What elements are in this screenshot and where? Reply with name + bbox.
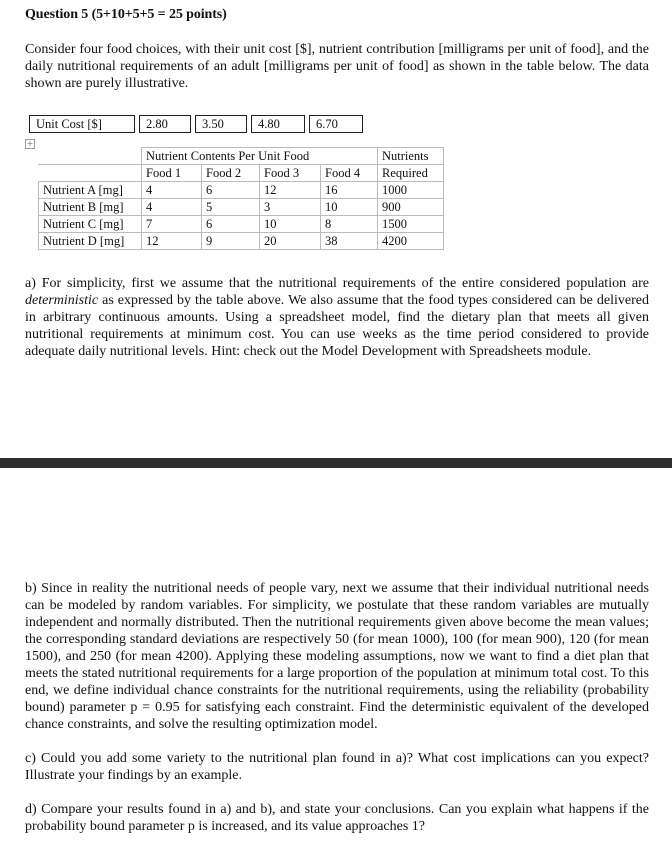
part-b-paragraph: b) Since in reality the nutritional needs of people vary, next we assume that their individual nutritional needs can be modeled by random variables. For simplicity, we postulate that these random variables are mutually independent and normally distributed. Then the nutritional requirements given above become the mean values; the corresponding standard deviations are respectively 50 (for mean 1000), 100 (for mean 900), 120 (for mean 1500), and 250 (for mean 4200). Applying these modeling assumptions, now we want to find a diet plan that meets the stated nutritional requirements for a large proportion of the population at minimum total cost. To this end, we define individual chance constraints for the nutritional requirements, using the reliability (probability bound) parameter p = 0.95 for satisfying each constraint. Find the deterministic equivalent of the developed chance constraints, and solve the resulting optimization model. [25,581,649,732]
part-a-emphasis: deterministic [25,293,99,308]
required-cell: 4200 [378,233,444,250]
table-row [39,216,444,233]
page-divider-bar [0,458,672,468]
part-d-paragraph: d) Compare your results found in a) and b), and state your conclusions. Can you explain what happens if the probability bound parameter p is increased, and its value approaches 1? [25,802,649,834]
part-a-paragraph [25,275,649,360]
required-header-2: Required [378,165,444,182]
part-a-text-start: a) For simplicity, first we assume that the nutritional requirements of the entire considered population are [25,276,649,291]
table-cell: 4 [142,199,202,216]
table-cell: 9 [202,233,260,250]
table-cell: 6 [202,182,260,199]
nutrient-header-row-1 [39,148,444,165]
question-title: Question 5 (5+10+5+5 = 25 points) [25,7,227,22]
nutrient-group-header: Nutrient Contents Per Unit Food [142,148,378,165]
table-row [39,233,444,250]
unit-cost-food3: 4.80 [252,116,305,133]
required-cell: 900 [378,199,444,216]
header-empty [39,148,142,165]
nutrient-header-row-2 [39,165,444,182]
intro-paragraph: Consider four food choices, with their unit cost [$], nutrient contribution [milligrams per unit of food], and the daily nutritional requirements of an adult [milligrams per unit of food] as shown in the table below. The data shown are purely illustrative. [25,42,649,91]
table-cell: 12 [142,233,202,250]
table-cell: 4 [142,182,202,199]
part-c-paragraph: c) Could you add some variety to the nutritional plan found in a)? What cost implications can you expect? Illustrate your findings by an example. [25,751,649,783]
food-header-2: Food 2 [202,165,260,182]
food-header-1: Food 1 [142,165,202,182]
nutrient-label: Nutrient D [mg] [39,233,142,250]
table-row [39,199,444,216]
part-a-text-end: as expressed by the table above. We also assume that the food types considered can be delivered in arbitrary continuous amounts. Using a spreadsheet model, find the dietary plan that meets all given nutritional requirements at minimum cost. You can use weeks as the time period considered to provide adequate daily nutritional levels. Hint: check out the Model Development with Spreadsheets module. [25,293,649,359]
required-cell: 1000 [378,182,444,199]
table-move-handle[interactable]: + [26,139,34,148]
unit-cost-food2: 3.50 [196,116,247,133]
required-header: Nutrients [378,148,444,165]
header-empty [39,165,142,182]
unit-cost-table [29,115,363,133]
nutrient-label: Nutrient A [mg] [39,182,142,199]
table-cell: 12 [260,182,321,199]
table-cell: 7 [142,216,202,233]
nutrient-label: Nutrient B [mg] [39,199,142,216]
table-cell: 10 [260,216,321,233]
unit-cost-food4: 6.70 [310,116,363,133]
table-cell: 10 [321,199,378,216]
table-cell: 6 [202,216,260,233]
nutrient-label: Nutrient C [mg] [39,216,142,233]
unit-cost-label: Unit Cost [$] [30,116,135,133]
table-cell: 5 [202,199,260,216]
required-cell: 1500 [378,216,444,233]
nutrient-table [38,147,444,250]
table-cell: 3 [260,199,321,216]
unit-cost-food1: 2.80 [140,116,191,133]
table-cell: 20 [260,233,321,250]
table-cell: 38 [321,233,378,250]
food-header-4: Food 4 [321,165,378,182]
unit-cost-row [30,116,363,133]
table-cell: 16 [321,182,378,199]
table-cell: 8 [321,216,378,233]
table-row [39,182,444,199]
food-header-3: Food 3 [260,165,321,182]
